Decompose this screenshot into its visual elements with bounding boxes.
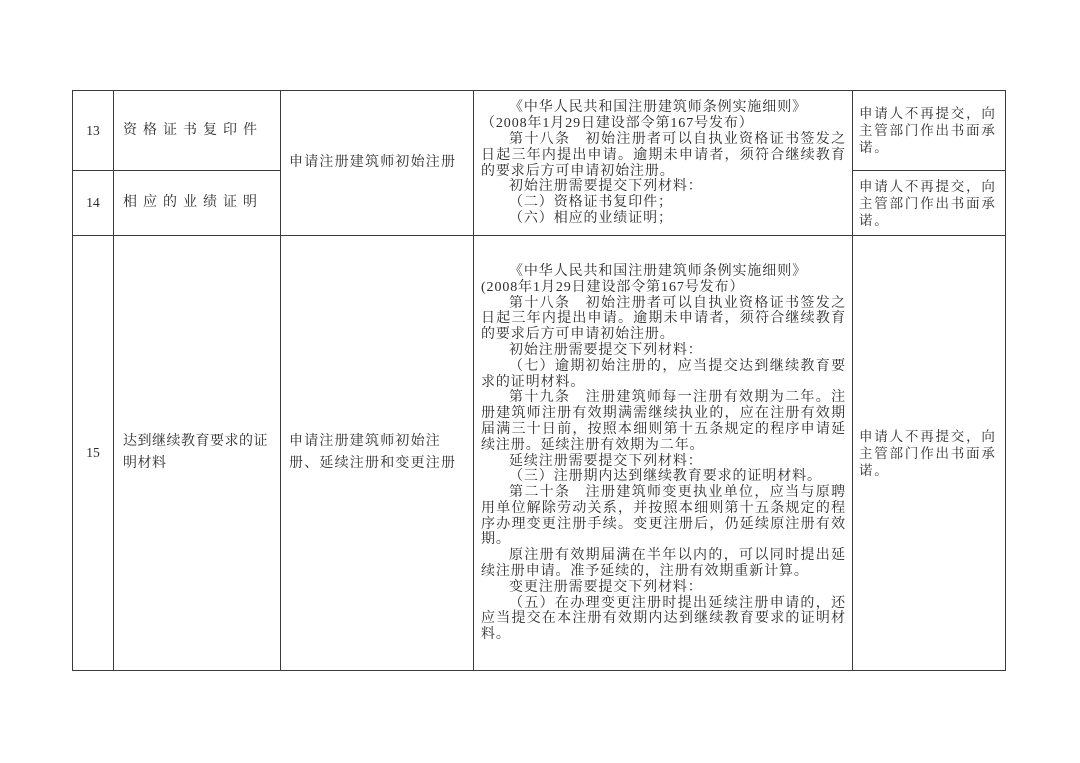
material-name-cell: 资格证书复印件 (114, 91, 281, 171)
legal-paragraph: 第十八条 初始注册者可以自执业资格证书签发之日起三年内提出申请。逾期未申请者，须符合继续教育的要求后方可申请初始注册。 (481, 131, 846, 179)
requirements-table (72, 90, 1006, 671)
legal-paragraph: 第十八条 初始注册者可以自执业资格证书签发之日起三年内提出申请。逾期未申请者，须符合继续教育的要求后方可申请初始注册。 (481, 295, 846, 343)
material-name-cell: 达到继续教育要求的证明材料 (114, 236, 281, 671)
legal-paragraph: 原注册有效期届满在半年以内的，可以同时提出延续注册申请。准予延续的，注册有效期重新计算。 (481, 548, 846, 580)
legal-paragraph: 延续注册需要提交下列材料： (509, 453, 703, 469)
legal-paragraph: 第二十条 注册建筑师变更执业单位，应当与原聘用单位解除劳动关系，并按照本细则第十五条规定的程序办理变更注册手续。变更注册后，仍延续原注册有效期。 (481, 485, 846, 548)
row-number-cell: 14 (73, 171, 114, 236)
legal-paragraph: （七）逾期初始注册的，应当提交达到继续教育要求的证明材料。 (481, 358, 846, 390)
application-type-cell: 申请注册建筑师初始注册 (281, 91, 474, 236)
legal-paragraph: 初始注册需要提交下列材料： (509, 342, 703, 358)
legal-paragraph: （五）在办理变更注册时提出延续注册申请的，还应当提交在本注册有效期内达到继续教育要求的证明材料。 (481, 595, 846, 643)
legal-paragraph: （二）资格证书复印件； (509, 195, 673, 211)
legal-paragraph: 《中华人民共和国注册建筑师条例实施细则》 (509, 100, 807, 116)
legal-paragraph: （六）相应的业绩证明； (509, 210, 673, 226)
legal-paragraph: (2008年1月29日建设部令第167号发布） (481, 279, 745, 295)
legal-paragraph: （2008年1月29日建设部令第167号发布） (481, 116, 754, 132)
legal-basis-cell (474, 236, 853, 671)
commitment-cell: 申请人不再提交，向主管部门作出书面承诺。 (853, 171, 1006, 236)
commitment-cell: 申请人不再提交，向主管部门作出书面承诺。 (853, 91, 1006, 171)
application-type-cell: 申请注册建筑师初始注册、延续注册和变更注册 (281, 236, 474, 671)
legal-paragraph: 初始注册需要提交下列材料： (509, 179, 703, 195)
commitment-cell: 申请人不再提交，向主管部门作出书面承诺。 (853, 236, 1006, 671)
legal-paragraph: 变更注册需要提交下列材料： (509, 579, 703, 595)
legal-basis-cell (474, 91, 853, 236)
legal-paragraph: （三）注册期内达到继续教育要求的证明材料。 (509, 469, 822, 485)
table-row-15 (73, 236, 1006, 671)
legal-paragraph: 《中华人民共和国注册建筑师条例实施细则》 (509, 263, 807, 279)
table-row-13 (73, 91, 1006, 171)
row-number-cell: 15 (73, 236, 114, 671)
row-number-cell: 13 (73, 91, 114, 171)
material-name-cell: 相应的业绩证明 (114, 171, 281, 236)
legal-paragraph: 第十九条 注册建筑师每一注册有效期为二年。注册建筑师注册有效期满需继续执业的，应在注册有效期届满三十日前，按照本细则第十五条规定的程序申请延续注册。延续注册有效期为二年。 (481, 390, 846, 453)
